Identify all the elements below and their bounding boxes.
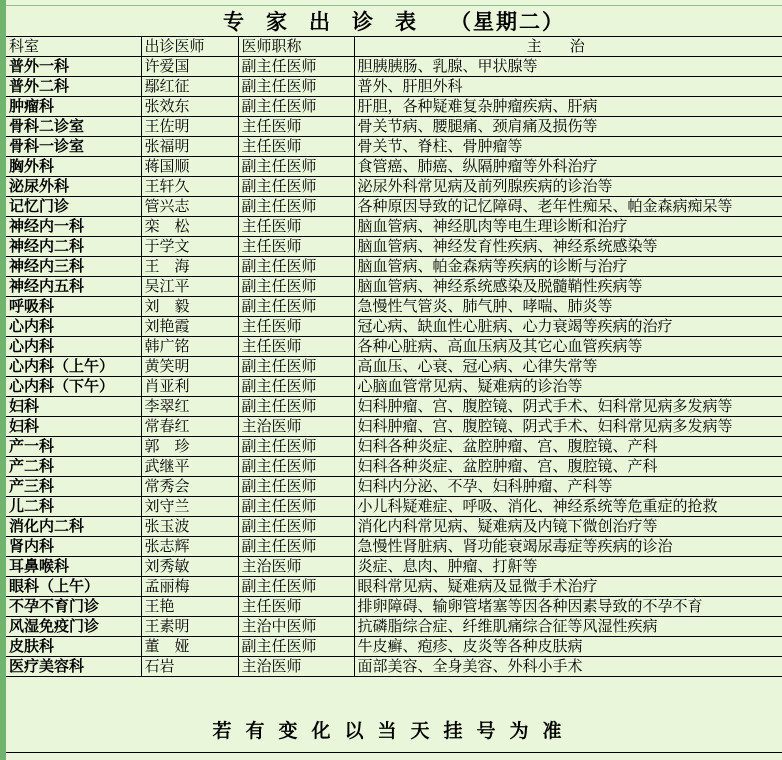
table-row (6, 297, 782, 317)
cell-doctor[interactable]: 常秀会 (141, 477, 238, 497)
cell-doctor[interactable]: 孟丽梅 (141, 577, 238, 597)
cell-dept[interactable]: 心内科 (6, 337, 141, 357)
cell-rank[interactable]: 副主任医师 (238, 497, 354, 517)
cell-specialty[interactable]: 骨关节病、腰腿痛、颈肩痛及损伤等 (354, 117, 782, 137)
cell-dept[interactable]: 心内科 (6, 317, 141, 337)
cell-dept[interactable]: 普外二科 (6, 77, 141, 97)
cell-dept[interactable]: 皮肤科 (6, 637, 141, 657)
table-row (6, 457, 782, 477)
cell-dept[interactable]: 呼吸科 (6, 297, 141, 317)
cell-dept[interactable]: 产二科 (6, 457, 141, 477)
cell-specialty[interactable]: 脑血管病、神经肌肉等电生理诊断和治疗 (354, 217, 782, 237)
cell-rank[interactable]: 副主任医师 (238, 577, 354, 597)
cell-rank[interactable]: 主治医师 (238, 557, 354, 577)
cell-rank[interactable]: 副主任医师 (238, 257, 354, 277)
cell-specialty[interactable]: 消化内科常见病、疑难病及内镜下微创治疗等 (354, 517, 782, 537)
table-row (6, 197, 782, 217)
page-title (6, 6, 782, 37)
table-row (6, 57, 782, 77)
table-row (6, 577, 782, 597)
cell-doctor[interactable]: 常春红 (141, 417, 238, 437)
cell-doctor[interactable]: 刘 毅 (141, 297, 238, 317)
bottom-divider (6, 752, 782, 753)
cell-dept[interactable]: 消化内二科 (6, 517, 141, 537)
cell-specialty[interactable]: 脑血管病、神经系统感染及脱髓鞘性疾病等 (354, 277, 782, 297)
table-row (6, 437, 782, 457)
table-row (6, 77, 782, 97)
cell-doctor[interactable]: 张志辉 (141, 537, 238, 557)
cell-specialty[interactable]: 心脑血管常见病、疑难病的诊治等 (354, 377, 782, 397)
cell-doctor[interactable]: 张玉波 (141, 517, 238, 537)
cell-doctor[interactable]: 黄笑明 (141, 357, 238, 377)
cell-rank[interactable]: 副主任医师 (238, 157, 354, 177)
title-day: （星期二） (450, 9, 565, 34)
cell-rank[interactable]: 副主任医师 (238, 477, 354, 497)
title-main: 专家出诊表 (223, 9, 438, 34)
cell-doctor[interactable]: 张福明 (141, 137, 238, 157)
cell-doctor[interactable]: 董 娅 (141, 637, 238, 657)
cell-dept[interactable]: 骨科一诊室 (6, 137, 141, 157)
cell-dept[interactable]: 神经内二科 (6, 237, 141, 257)
cell-rank[interactable]: 副主任医师 (238, 177, 354, 197)
table-row (6, 97, 782, 117)
table-row (6, 597, 782, 617)
cell-dept[interactable]: 风湿免疫门诊 (6, 617, 141, 637)
table-row (6, 417, 782, 437)
cell-specialty[interactable]: 妇科肿瘤、宫、腹腔镜、阴式手术、妇科常见病多发病等 (354, 397, 782, 417)
cell-doctor[interactable]: 管兴志 (141, 197, 238, 217)
cell-doctor[interactable]: 王轩久 (141, 177, 238, 197)
cell-dept[interactable]: 骨科二诊室 (6, 117, 141, 137)
cell-specialty[interactable]: 肝胆，各种疑难复杂肿瘤疾病、肝病 (354, 97, 782, 117)
header-specialty[interactable]: 主治 (354, 37, 782, 57)
cell-specialty[interactable]: 妇科肿瘤、宫、腹腔镜、阴式手术、妇科常见病多发病等 (354, 417, 782, 437)
cell-dept[interactable]: 神经内一科 (6, 217, 141, 237)
cell-dept[interactable]: 产一科 (6, 437, 141, 457)
schedule-table (6, 37, 782, 677)
cell-rank[interactable]: 副主任医师 (238, 57, 354, 77)
cell-rank[interactable]: 副主任医师 (238, 77, 354, 97)
cell-dept[interactable]: 心内科（上午） (6, 357, 141, 377)
cell-rank[interactable]: 副主任医师 (238, 197, 354, 217)
table-row (6, 237, 782, 257)
cell-specialty[interactable]: 妇科内分泌、不孕、妇科肿瘤、产科等 (354, 477, 782, 497)
cell-specialty[interactable]: 抗磷脂综合症、纤维肌痛综合征等风湿性疾病 (354, 617, 782, 637)
cell-rank[interactable]: 副主任医师 (238, 97, 354, 117)
cell-doctor[interactable]: 肖亚利 (141, 377, 238, 397)
cell-doctor[interactable]: 刘秀敏 (141, 557, 238, 577)
table-row (6, 497, 782, 517)
cell-dept[interactable]: 神经内三科 (6, 257, 141, 277)
table-row (6, 477, 782, 497)
cell-rank[interactable]: 副主任医师 (238, 397, 354, 417)
cell-doctor[interactable]: 张效东 (141, 97, 238, 117)
cell-specialty[interactable]: 牛皮癣、疱疹、皮炎等各种皮肤病 (354, 637, 782, 657)
cell-specialty[interactable]: 眼科常见病、疑难病及显微手术治疗 (354, 577, 782, 597)
table-row (6, 257, 782, 277)
cell-doctor[interactable]: 王 海 (141, 257, 238, 277)
cell-dept[interactable]: 泌尿外科 (6, 177, 141, 197)
cell-doctor[interactable]: 刘守兰 (141, 497, 238, 517)
table-row (6, 357, 782, 377)
cell-rank[interactable]: 副主任医师 (238, 377, 354, 397)
cell-doctor[interactable]: 王艳 (141, 597, 238, 617)
table-row (6, 337, 782, 357)
cell-specialty[interactable]: 脑血管病、帕金森病等疾病的诊断与治疗 (354, 257, 782, 277)
cell-doctor[interactable]: 王佐明 (141, 117, 238, 137)
cell-doctor[interactable]: 郭 珍 (141, 437, 238, 457)
cell-dept[interactable]: 胸外科 (6, 157, 141, 177)
cell-doctor[interactable]: 鄢红征 (141, 77, 238, 97)
cell-rank[interactable]: 副主任医师 (238, 517, 354, 537)
cell-rank[interactable]: 副主任医师 (238, 437, 354, 457)
cell-specialty[interactable]: 排卵障碍、输卵管堵塞等因各种因素导致的不孕不育 (354, 597, 782, 617)
cell-rank[interactable]: 副主任医师 (238, 297, 354, 317)
cell-specialty[interactable]: 食管癌、肺癌、纵隔肿瘤等外科治疗 (354, 157, 782, 177)
cell-doctor[interactable]: 李翠红 (141, 397, 238, 417)
cell-doctor[interactable]: 蒋国顺 (141, 157, 238, 177)
cell-dept[interactable]: 医疗美容科 (6, 657, 141, 677)
cell-rank[interactable]: 副主任医师 (238, 357, 354, 377)
table-row (6, 117, 782, 137)
cell-specialty[interactable]: 胆胰胰肠、乳腺、甲状腺等 (354, 57, 782, 77)
cell-rank[interactable]: 副主任医师 (238, 277, 354, 297)
cell-doctor[interactable]: 武继平 (141, 457, 238, 477)
cell-dept[interactable]: 妇科 (6, 417, 141, 437)
table-row (6, 277, 782, 297)
table-row (6, 377, 782, 397)
cell-rank[interactable]: 主任医师 (238, 137, 354, 157)
table-row (6, 317, 782, 337)
cell-rank[interactable]: 主治中医师 (238, 617, 354, 637)
cell-dept[interactable]: 普外一科 (6, 57, 141, 77)
cell-doctor[interactable]: 石岩 (141, 657, 238, 677)
cell-dept[interactable]: 妇科 (6, 397, 141, 417)
cell-specialty[interactable]: 骨关节、脊柱、骨肿瘤等 (354, 137, 782, 157)
cell-specialty[interactable]: 冠心病、缺血性心脏病、心力衰竭等疾病的治疗 (354, 317, 782, 337)
cell-specialty[interactable]: 急慢性肾脏病、肾功能衰竭尿毒症等疾病的诊治 (354, 537, 782, 557)
cell-dept[interactable]: 产三科 (6, 477, 141, 497)
cell-rank[interactable]: 副主任医师 (238, 637, 354, 657)
table-row (6, 617, 782, 637)
cell-rank[interactable]: 副主任医师 (238, 457, 354, 477)
cell-doctor[interactable]: 韩广铭 (141, 337, 238, 357)
cell-specialty[interactable]: 高血压、心衰、冠心病、心律失常等 (354, 357, 782, 377)
table-row (6, 397, 782, 417)
cell-specialty[interactable]: 妇科各种炎症、盆腔肿瘤、宫、腹腔镜、产科 (354, 437, 782, 457)
cell-doctor[interactable]: 刘艳霞 (141, 317, 238, 337)
cell-rank[interactable]: 主任医师 (238, 337, 354, 357)
cell-doctor[interactable]: 吴江平 (141, 277, 238, 297)
cell-dept[interactable]: 心内科（下午） (6, 377, 141, 397)
cell-dept[interactable]: 眼科（上午） (6, 577, 141, 597)
table-row (6, 537, 782, 557)
table-row (6, 657, 782, 677)
cell-dept[interactable]: 肿瘤科 (6, 97, 141, 117)
table-row (6, 517, 782, 537)
cell-dept[interactable]: 记忆门诊 (6, 197, 141, 217)
table-row (6, 177, 782, 197)
cell-specialty[interactable]: 炎症、息肉、肿瘤、打鼾等 (354, 557, 782, 577)
cell-rank[interactable]: 主任医师 (238, 317, 354, 337)
cell-dept[interactable]: 肾内科 (6, 537, 141, 557)
cell-doctor[interactable]: 栾 松 (141, 217, 238, 237)
cell-specialty[interactable]: 普外、肝胆外科 (354, 77, 782, 97)
cell-rank[interactable]: 主任医师 (238, 237, 354, 257)
cell-rank[interactable]: 主任医师 (238, 597, 354, 617)
cell-rank[interactable]: 主治医师 (238, 657, 354, 677)
header-doctor[interactable]: 出诊医师 (141, 37, 238, 57)
cell-specialty[interactable]: 各种原因导致的记忆障碍、老年性痴呆、帕金森病痴呆等 (354, 197, 782, 217)
cell-dept[interactable]: 不孕不育门诊 (6, 597, 141, 617)
cell-specialty[interactable]: 急慢性气管炎、肺气肿、哮喘、肺炎等 (354, 297, 782, 317)
table-row (6, 637, 782, 657)
footer-note: 若有变化以当天挂号为准 (212, 719, 576, 742)
cell-doctor[interactable]: 于学文 (141, 237, 238, 257)
header-rank[interactable]: 医师职称 (238, 37, 354, 57)
cell-specialty[interactable]: 脑血管病、神经发育性疾病、神经系统感染等 (354, 237, 782, 257)
table-row (6, 137, 782, 157)
cell-dept[interactable]: 神经内五科 (6, 277, 141, 297)
table-row (6, 217, 782, 237)
cell-specialty[interactable]: 妇科各种炎症、盆腔肿瘤、宫、腹腔镜、产科 (354, 457, 782, 477)
cell-dept[interactable]: 儿二科 (6, 497, 141, 517)
cell-rank[interactable]: 主治医师 (238, 417, 354, 437)
cell-rank[interactable]: 主任医师 (238, 117, 354, 137)
cell-rank[interactable]: 主任医师 (238, 217, 354, 237)
table-row (6, 557, 782, 577)
header-dept[interactable]: 科室 (6, 37, 141, 57)
cell-rank[interactable]: 副主任医师 (238, 537, 354, 557)
table-row (6, 157, 782, 177)
cell-doctor[interactable]: 许爱国 (141, 57, 238, 77)
cell-doctor[interactable]: 王素明 (141, 617, 238, 637)
cell-specialty[interactable]: 小儿科疑难症、呼吸、消化、神经系统等危重症的抢救 (354, 497, 782, 517)
cell-specialty[interactable]: 面部美容、全身美容、外科小手术 (354, 657, 782, 677)
table-header-row (6, 37, 782, 57)
cell-specialty[interactable]: 各种心脏病、高血压病及其它心血管疾病等 (354, 337, 782, 357)
cell-specialty[interactable]: 泌尿外科常见病及前列腺疾病的诊治等 (354, 177, 782, 197)
cell-dept[interactable]: 耳鼻喉科 (6, 557, 141, 577)
